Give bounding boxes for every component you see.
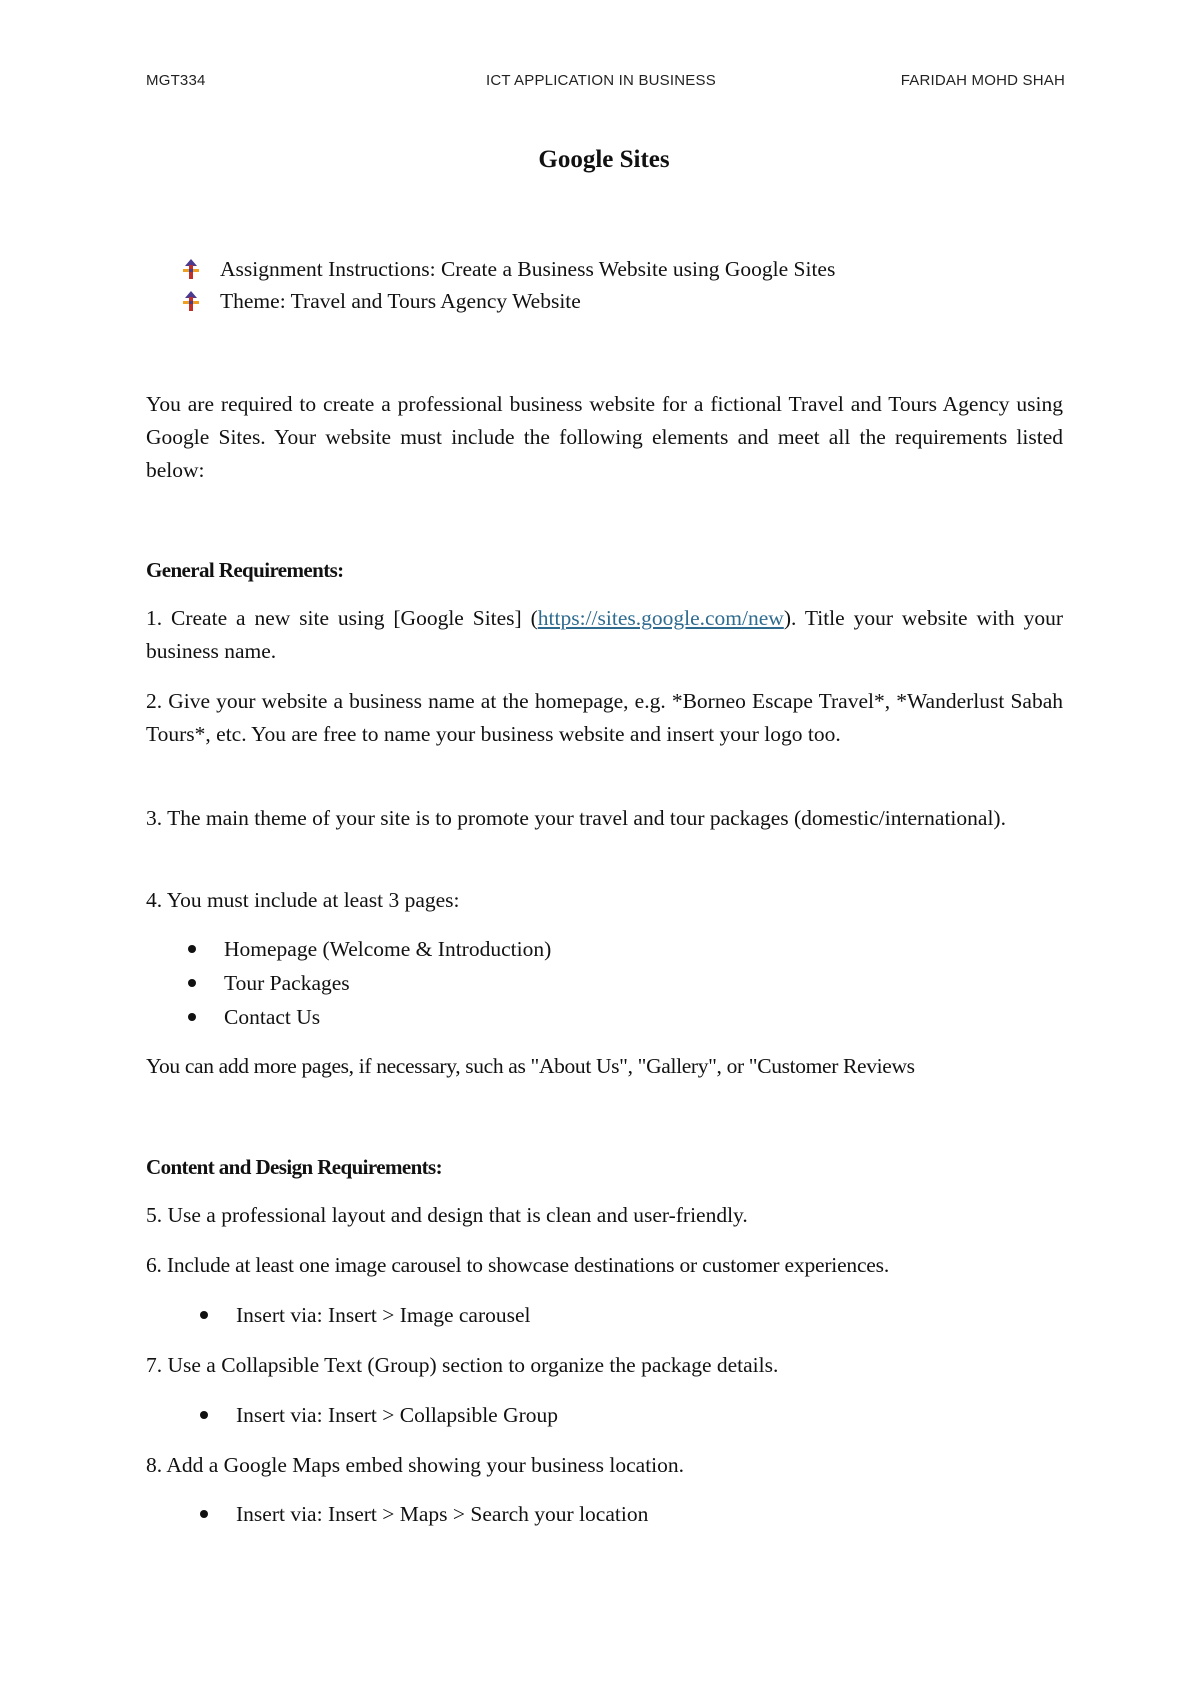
- requirement-7-bullets: [146, 1398, 1063, 1432]
- google-sites-link[interactable]: https://sites.google.com/new: [537, 606, 784, 630]
- requirement-6: 6. Include at least one image carousel to showcase destinations or customer experiences.: [146, 1253, 889, 1277]
- requirement-8: 8. Add a Google Maps embed showing your business location.: [146, 1453, 685, 1477]
- list-item: Homepage (Welcome & Introduction): [146, 932, 1063, 966]
- requirement-7: 7. Use a Collapsible Text (Group) section to organize the package details.: [146, 1353, 779, 1377]
- requirement-8-bullets: [146, 1497, 1063, 1531]
- required-pages-list: [146, 932, 1063, 1034]
- page-title: Google Sites: [538, 146, 670, 173]
- requirement-1-text-end: ). Title your website with your business name.: [146, 606, 1063, 663]
- requirement-5: 5. Use a professional layout and design that is clean and user-friendly.: [146, 1203, 748, 1227]
- requirement-2: 2. Give your website a business name at the homepage, e.g. *Borneo Escape Travel*, *Wanderlust Sabah Tours*, etc. You are free to name your business website and insert your logo too.: [146, 689, 1063, 746]
- intro-paragraph: You are required to create a professional business website for a fictional Travel and Tours Agency using Google Sites. Your website must include the following elements and meet all the requirements listed below:: [146, 392, 1063, 482]
- list-item: Insert via: Insert > Maps > Search your location: [146, 1497, 1063, 1531]
- general-requirements-heading: General Requirements:: [146, 558, 344, 582]
- intro-item: [180, 253, 835, 285]
- list-item: Insert via: Insert > Image carousel: [146, 1298, 1063, 1332]
- list-item: Tour Packages: [146, 966, 1063, 1000]
- list-item: Insert via: Insert > Collapsible Group: [146, 1398, 1063, 1432]
- intro-item-text: Theme: Travel and Tours Agency Website: [220, 288, 581, 313]
- header-course-title: ICT APPLICATION IN BUSINESS: [486, 72, 716, 89]
- intro-list: [180, 253, 835, 317]
- requirement-1-text: 1. Create a new site using [Google Sites] (: [146, 606, 538, 630]
- requirement-3: 3. The main theme of your site is to promote your travel and tour packages (domestic/international).: [146, 806, 1006, 830]
- arrow-bullet-icon: [180, 258, 202, 280]
- requirement-6-bullets: [146, 1298, 1063, 1332]
- more-pages-note: You can add more pages, if necessary, such as "About Us", "Gallery", or "Customer Reviews: [146, 1054, 915, 1078]
- list-item: Contact Us: [146, 1000, 1063, 1034]
- requirement-4: 4. You must include at least 3 pages:: [146, 888, 460, 912]
- header-course-code: MGT334: [146, 72, 206, 89]
- requirement-1: [146, 602, 1063, 668]
- arrow-bullet-icon: [180, 290, 202, 312]
- content-design-heading: Content and Design Requirements:: [146, 1155, 443, 1179]
- intro-item-text: Assignment Instructions: Create a Business Website using Google Sites: [220, 256, 836, 281]
- intro-item: [180, 285, 835, 317]
- header-author: FARIDAH MOHD SHAH: [900, 72, 1065, 89]
